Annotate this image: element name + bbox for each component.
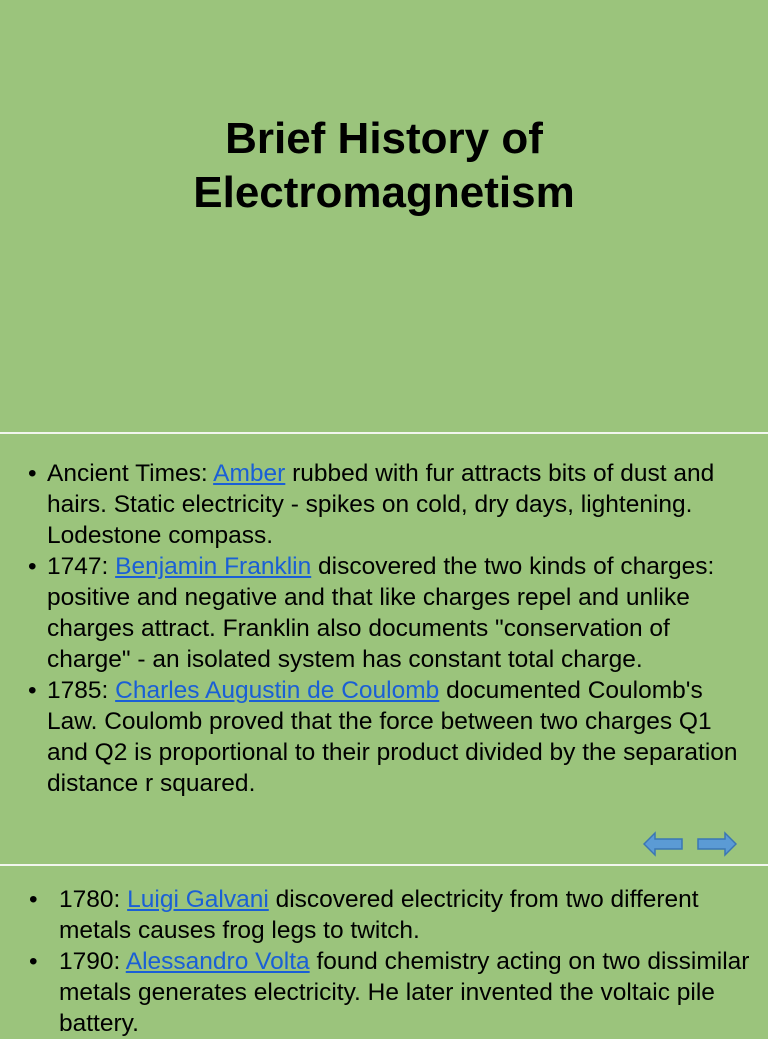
history-slide-2 xyxy=(0,866,768,1037)
item-lead: Ancient Times: xyxy=(47,460,214,487)
bullet-icon: • xyxy=(29,886,38,913)
bullet-icon: • xyxy=(28,553,37,580)
next-slide-button[interactable] xyxy=(697,831,737,857)
item-text: rubbed with fur attracts bits of dust and hairs. Static electricity - spikes on cold, dry days, lightening. Lodestone compass. xyxy=(47,460,715,549)
title-slide xyxy=(0,0,768,432)
slide-title xyxy=(0,112,768,220)
bullet-icon: • xyxy=(28,460,37,487)
list-item xyxy=(28,551,757,675)
bullet-icon: • xyxy=(29,948,38,975)
previous-slide-button[interactable] xyxy=(643,831,683,857)
item-lead: 1785: xyxy=(47,677,116,704)
list-item xyxy=(29,884,759,946)
item-lead: 1747: xyxy=(47,553,116,580)
list-item xyxy=(28,458,757,551)
bullet-list xyxy=(28,458,757,799)
left-arrow-icon xyxy=(643,831,683,857)
right-arrow-icon xyxy=(697,831,737,857)
title-line-1: Brief History of xyxy=(225,114,543,163)
bullet-list xyxy=(29,884,759,1039)
luigi-galvani-link[interactable]: Luigi Galvani xyxy=(127,886,269,913)
item-text: found chemistry acting on two dissimilar metals generates electricity. He later invented the voltaic pile battery. xyxy=(59,948,750,1037)
alessandro-volta-link[interactable]: Alessandro Volta xyxy=(125,948,310,975)
item-lead: 1780: xyxy=(59,886,128,913)
title-line-2: Electromagnetism xyxy=(193,168,575,217)
item-text: discovered the two kinds of charges: positive and negative and that like charges repel and unlike charges attract. Franklin also documents "conservation of charge" - an isolated system has constant total charge. xyxy=(47,553,715,673)
coulomb-link[interactable]: Charles Augustin de Coulomb xyxy=(115,677,440,704)
list-item xyxy=(28,675,757,799)
benjamin-franklin-link[interactable]: Benjamin Franklin xyxy=(115,553,312,580)
item-text: documented Coulomb's Law. Coulomb proved that the force between two charges Q1 and Q2 is proportional to their product divided by the separation distance r squared. xyxy=(47,677,738,797)
item-text: discovered electricity from two different metals causes frog legs to twitch. xyxy=(59,886,699,944)
history-slide-1 xyxy=(0,434,768,864)
list-item xyxy=(29,946,759,1039)
item-lead: 1790: xyxy=(59,948,126,975)
amber-link[interactable]: Amber xyxy=(213,460,286,487)
bullet-icon: • xyxy=(28,677,37,704)
